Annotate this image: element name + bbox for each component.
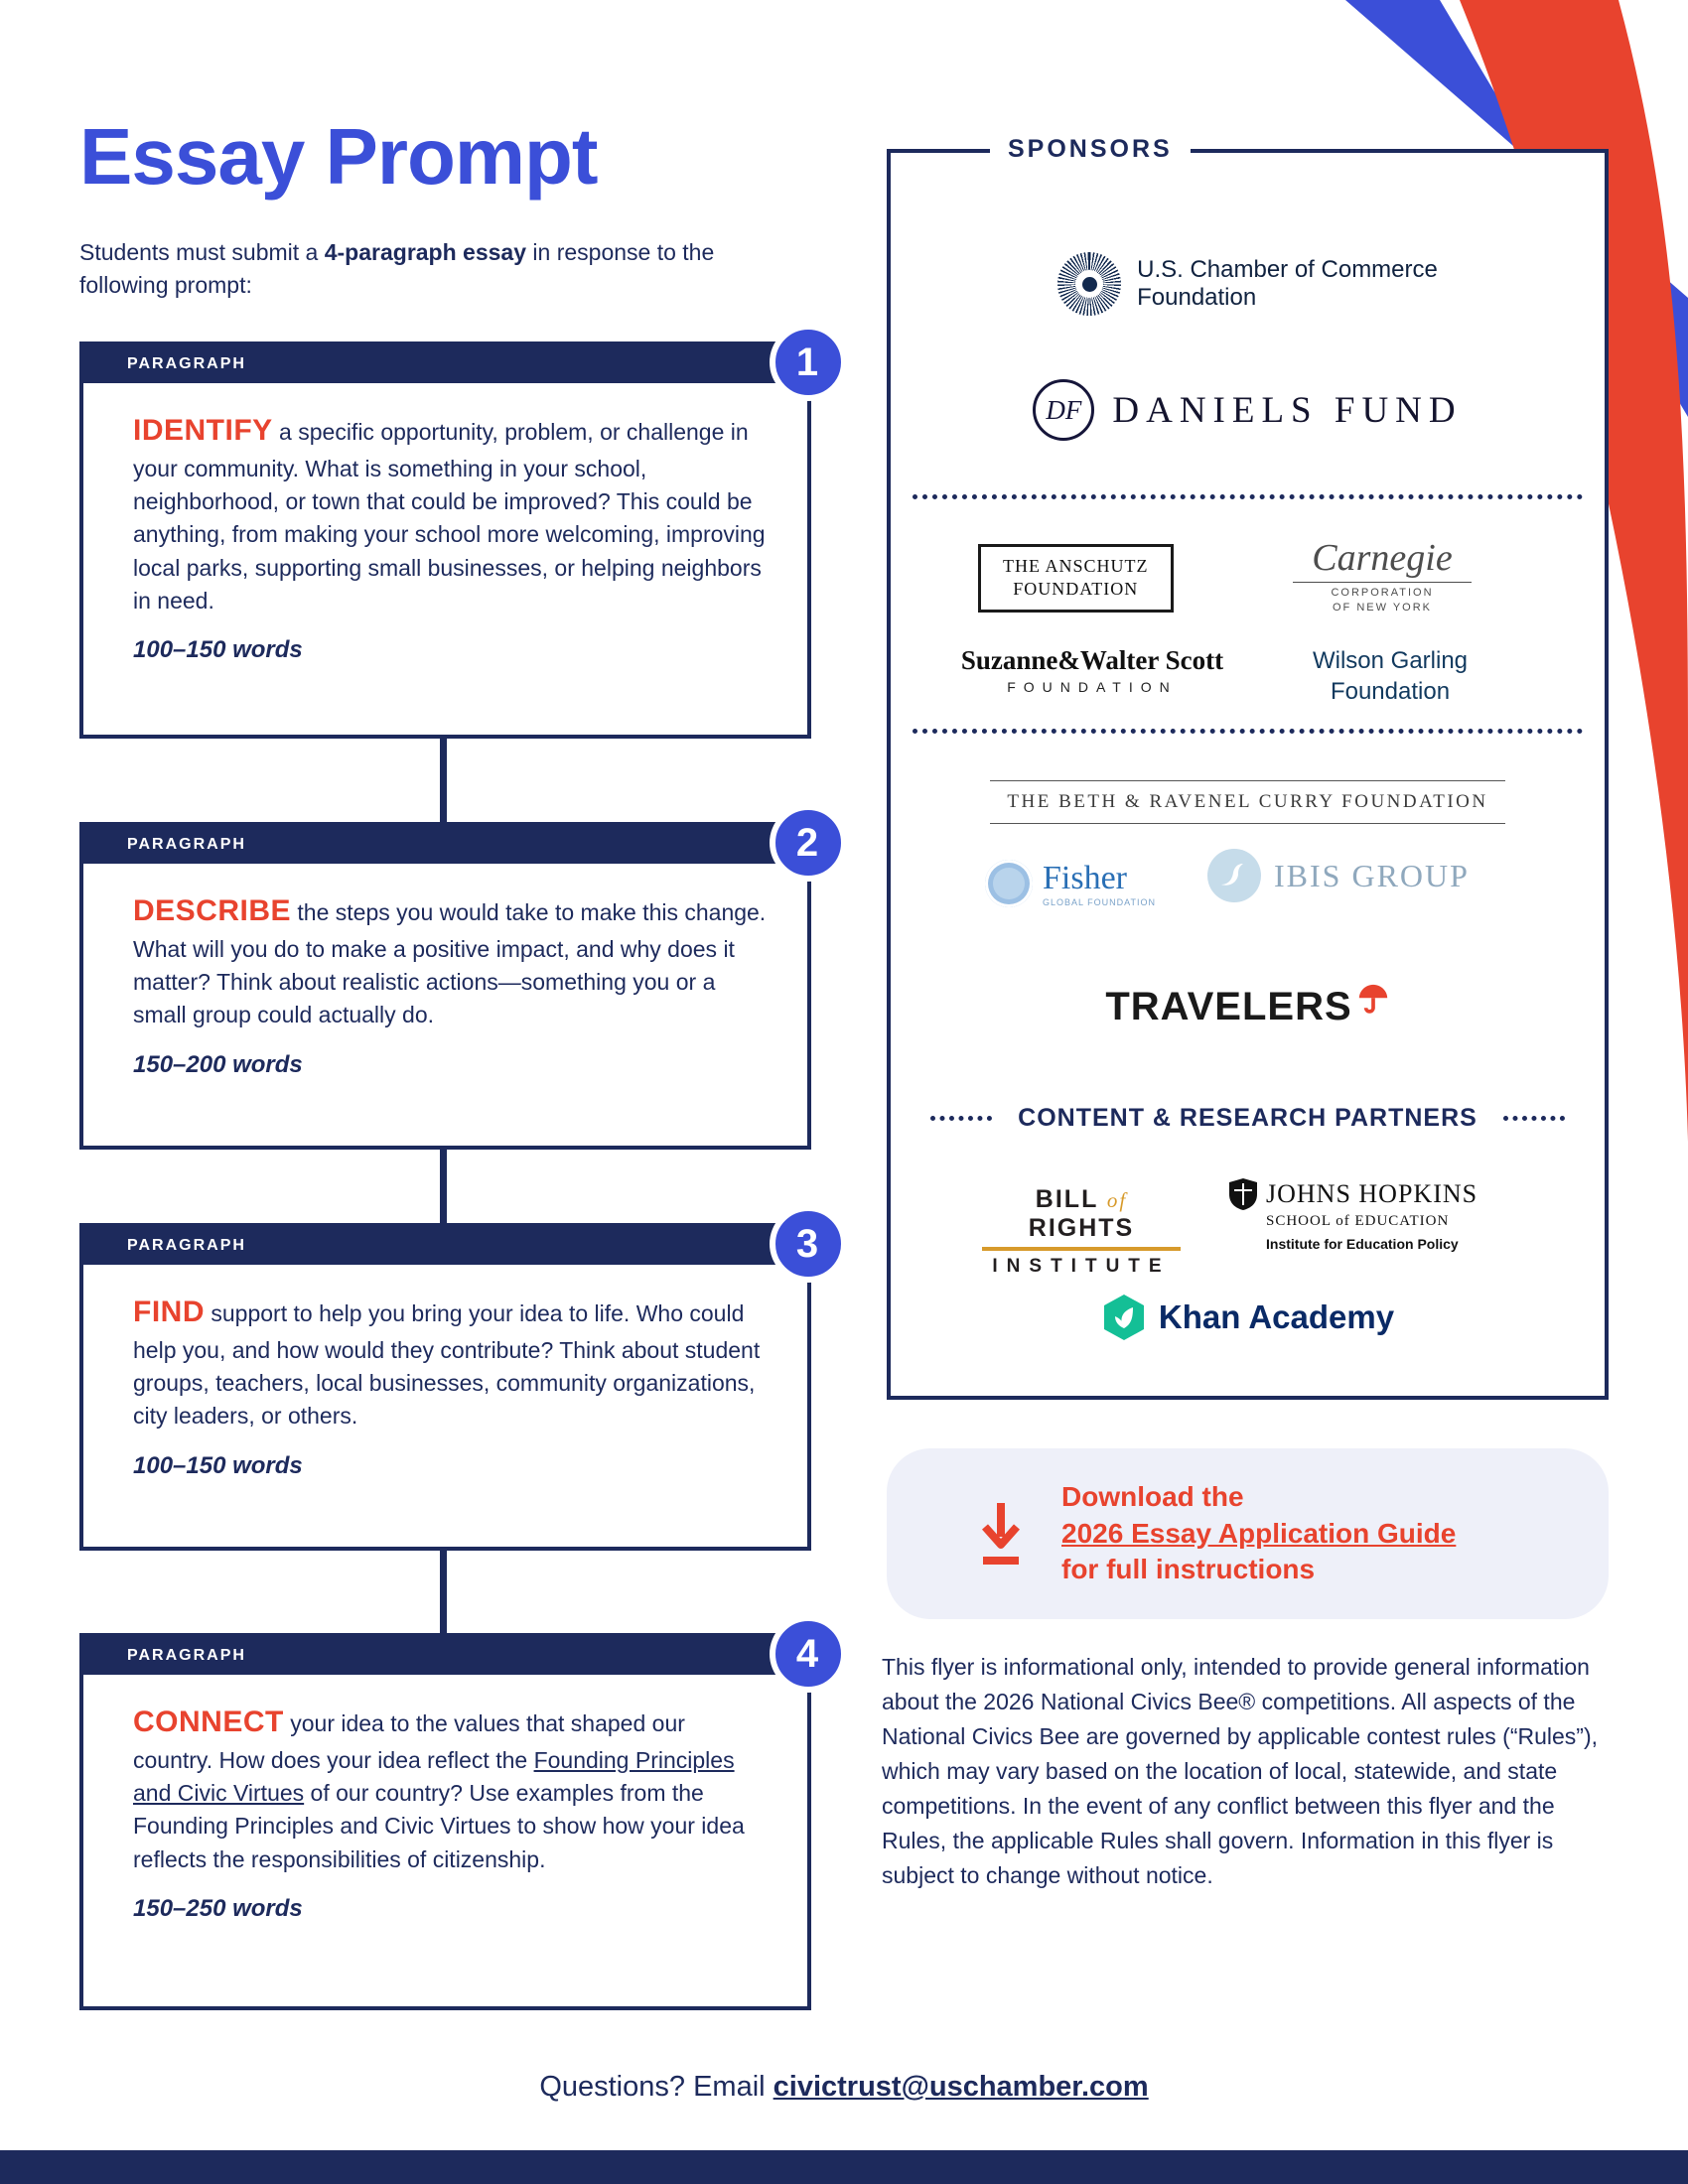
us-chamber-starburst-icon (1057, 252, 1121, 316)
travelers-umbrella-icon (1356, 982, 1390, 1016)
paragraph-label: PARAGRAPH (127, 836, 246, 853)
bri-word3: RIGHTS (1028, 1214, 1135, 1242)
paragraph-body-4 (83, 1675, 807, 1951)
intro-suffix: in response to the following prompt: (79, 239, 715, 299)
wilson-line2: Foundation (1330, 678, 1451, 706)
carnegie-line1: CORPORATION (1331, 587, 1434, 599)
paragraph-body-1 (83, 383, 807, 692)
paragraph-box-2 (79, 820, 821, 1150)
dotted-segment (1503, 1116, 1565, 1121)
carnegie-line2: OF NEW YORK (1332, 601, 1433, 614)
scott-sub: FOUNDATION (1007, 679, 1178, 695)
paragraph-label: PARAGRAPH (127, 1647, 246, 1664)
paragraph-body-2 (83, 864, 807, 1106)
intro-text (79, 236, 774, 303)
logo-khan-academy (891, 1293, 1605, 1342)
content-research-partners-heading (891, 1104, 1605, 1133)
bottom-navy-bar (0, 2150, 1688, 2184)
dotted-divider (913, 494, 1583, 499)
paragraph-header-3 (83, 1221, 821, 1266)
fisher-name: Fisher (1043, 860, 1127, 896)
paragraph-text: a specific opportunity, problem, or challenge in your community. What is something in your school, neighborhood, or town that could be improved? This could be anything, from making your school more welcoming, improving local parks, supporting small businesses, or helping neighbors in need. (133, 419, 766, 614)
logo-johns-hopkins (1228, 1177, 1506, 1252)
paragraph-text: the steps you would take to make this change. What will you do to make a positive impact, and why does it matter? Think about realistic actions—something you or a small group could actually do. (133, 899, 767, 1028)
paragraph-keyword: DESCRIBE (133, 894, 292, 927)
word-count: 100–150 words (133, 1451, 303, 1479)
logo-us-chamber-foundation (891, 252, 1605, 316)
logo-travelers (891, 985, 1605, 1029)
bri-word2: of (1106, 1188, 1128, 1212)
paragraph-text: your idea to the values that shaped our country. How does your idea reflect the (133, 1710, 685, 1773)
paragraph-keyword: CONNECT (133, 1706, 284, 1738)
paragraph-box-3 (79, 1221, 821, 1551)
khan-academy-leaf-icon (1101, 1293, 1147, 1342)
contact-email-link[interactable]: civictrust@uschamber.com (773, 2071, 1149, 2103)
logo-anschutz-foundation (978, 544, 1174, 613)
disclaimer-text: This flyer is informational only, intended to provide general information about the 2026 National Civics Bee® competitions. All aspects of the National Civics Bee are governed by applicable contest rules (“Rules”), which may vary based on the location of local, statewide, and state competitions. In the event of any conflict between this flyer and the Rules, the applicable Rules shall govern. Information in this flyer is subject to change without notice. (882, 1654, 1599, 1888)
logo-curry-foundation: THE BETH & RAVENEL CURRY FOUNDATION (990, 780, 1505, 824)
us-chamber-line2: Foundation (1137, 284, 1257, 311)
download-line1: Download the (1061, 1480, 1244, 1512)
word-count: 150–250 words (133, 1894, 303, 1922)
paragraph-box-1 (79, 340, 821, 739)
paragraph-number-badge: 1 (770, 324, 847, 401)
jhu-school: SCHOOL of EDUCATION (1266, 1213, 1450, 1229)
paragraph-text-post: of our country? Use examples from the Founding Principles and Civic Virtues to show how your idea reflects the responsibilities of citizenship. (133, 1779, 745, 1872)
bri-line2: INSTITUTE (982, 1247, 1181, 1278)
anschutz-line2: FOUNDATION (1013, 579, 1139, 600)
footer-contact (0, 2071, 1688, 2104)
footer-prefix: Questions? Email (539, 2071, 774, 2103)
intro-bold: 4-paragraph essay (324, 239, 527, 265)
logo-bill-of-rights-institute (982, 1185, 1181, 1278)
paragraph-box-4 (79, 1631, 821, 2010)
ibis-name: IBIS GROUP (1274, 857, 1470, 893)
paragraph-header-4 (83, 1631, 821, 1676)
daniels-fund-monogram-icon: DF (1033, 379, 1094, 441)
download-callout (887, 1448, 1609, 1619)
application-guide-link[interactable]: 2026 Essay Application Guide (1061, 1517, 1457, 1549)
paragraph-number-badge: 4 (770, 1615, 847, 1693)
dotted-divider (913, 729, 1583, 734)
word-count: 100–150 words (133, 636, 303, 664)
travelers-name: TRAVELERS (1105, 985, 1352, 1028)
paragraph-label: PARAGRAPH (127, 1237, 246, 1254)
paragraph-body-3 (83, 1265, 807, 1507)
paragraph-label: PARAGRAPH (127, 355, 246, 372)
paragraph-header-2 (83, 820, 821, 865)
logo-fisher-foundation (985, 860, 1156, 907)
paragraph-number-badge: 3 (770, 1205, 847, 1283)
anschutz-line1: THE ANSCHUTZ (1003, 556, 1149, 576)
download-arrow-icon (974, 1499, 1028, 1569)
scott-name: Suzanne&Walter Scott (960, 645, 1224, 675)
sponsors-panel (887, 135, 1609, 1400)
dotted-segment (930, 1116, 992, 1121)
jhu-name: JOHNS HOPKINS (1266, 1179, 1478, 1208)
wilson-line1: Wilson Garling (1312, 647, 1469, 674)
paragraph-keyword: FIND (133, 1296, 205, 1328)
fisher-sub: GLOBAL FOUNDATION (1043, 897, 1157, 907)
sponsors-title: SPONSORS (990, 135, 1191, 164)
jhu-institute: Institute for Education Policy (1266, 1236, 1459, 1252)
download-line2: for full instructions (1061, 1554, 1316, 1585)
paragraph-header-1 (83, 340, 821, 384)
logo-carnegie-corporation (1293, 536, 1472, 615)
us-chamber-line1: U.S. Chamber of Commerce (1137, 255, 1438, 283)
ibis-pelican-icon (1206, 848, 1262, 903)
johns-hopkins-shield-icon (1228, 1177, 1258, 1211)
intro-prefix: Students must submit a (79, 239, 325, 265)
word-count: 150–200 words (133, 1050, 303, 1078)
founding-principles-link[interactable]: Founding Principles and Civic Virtues (133, 1746, 735, 1806)
paragraph-keyword: IDENTIFY (133, 414, 273, 447)
fisher-globe-icon (985, 860, 1033, 907)
logo-scott-foundation (938, 645, 1246, 695)
partners-title: CONTENT & RESEARCH PARTNERS (1018, 1104, 1477, 1132)
carnegie-script: Carnegie (1312, 537, 1453, 579)
khan-academy-name: Khan Academy (1158, 1298, 1395, 1335)
daniels-fund-name: DANIELS FUND (1112, 389, 1463, 431)
logo-ibis-group (1206, 848, 1470, 903)
page-title: Essay Prompt (79, 112, 598, 201)
logo-wilson-garling-foundation (1296, 645, 1484, 707)
logo-daniels-fund (891, 379, 1605, 441)
paragraph-number-badge: 2 (770, 804, 847, 882)
bri-word1: BILL (1035, 1185, 1098, 1213)
paragraph-text: support to help you bring your idea to life. Who could help you, and how would they contribute? Think about student groups, teachers, local businesses, community organizations, city leaders, or others. (133, 1300, 761, 1430)
